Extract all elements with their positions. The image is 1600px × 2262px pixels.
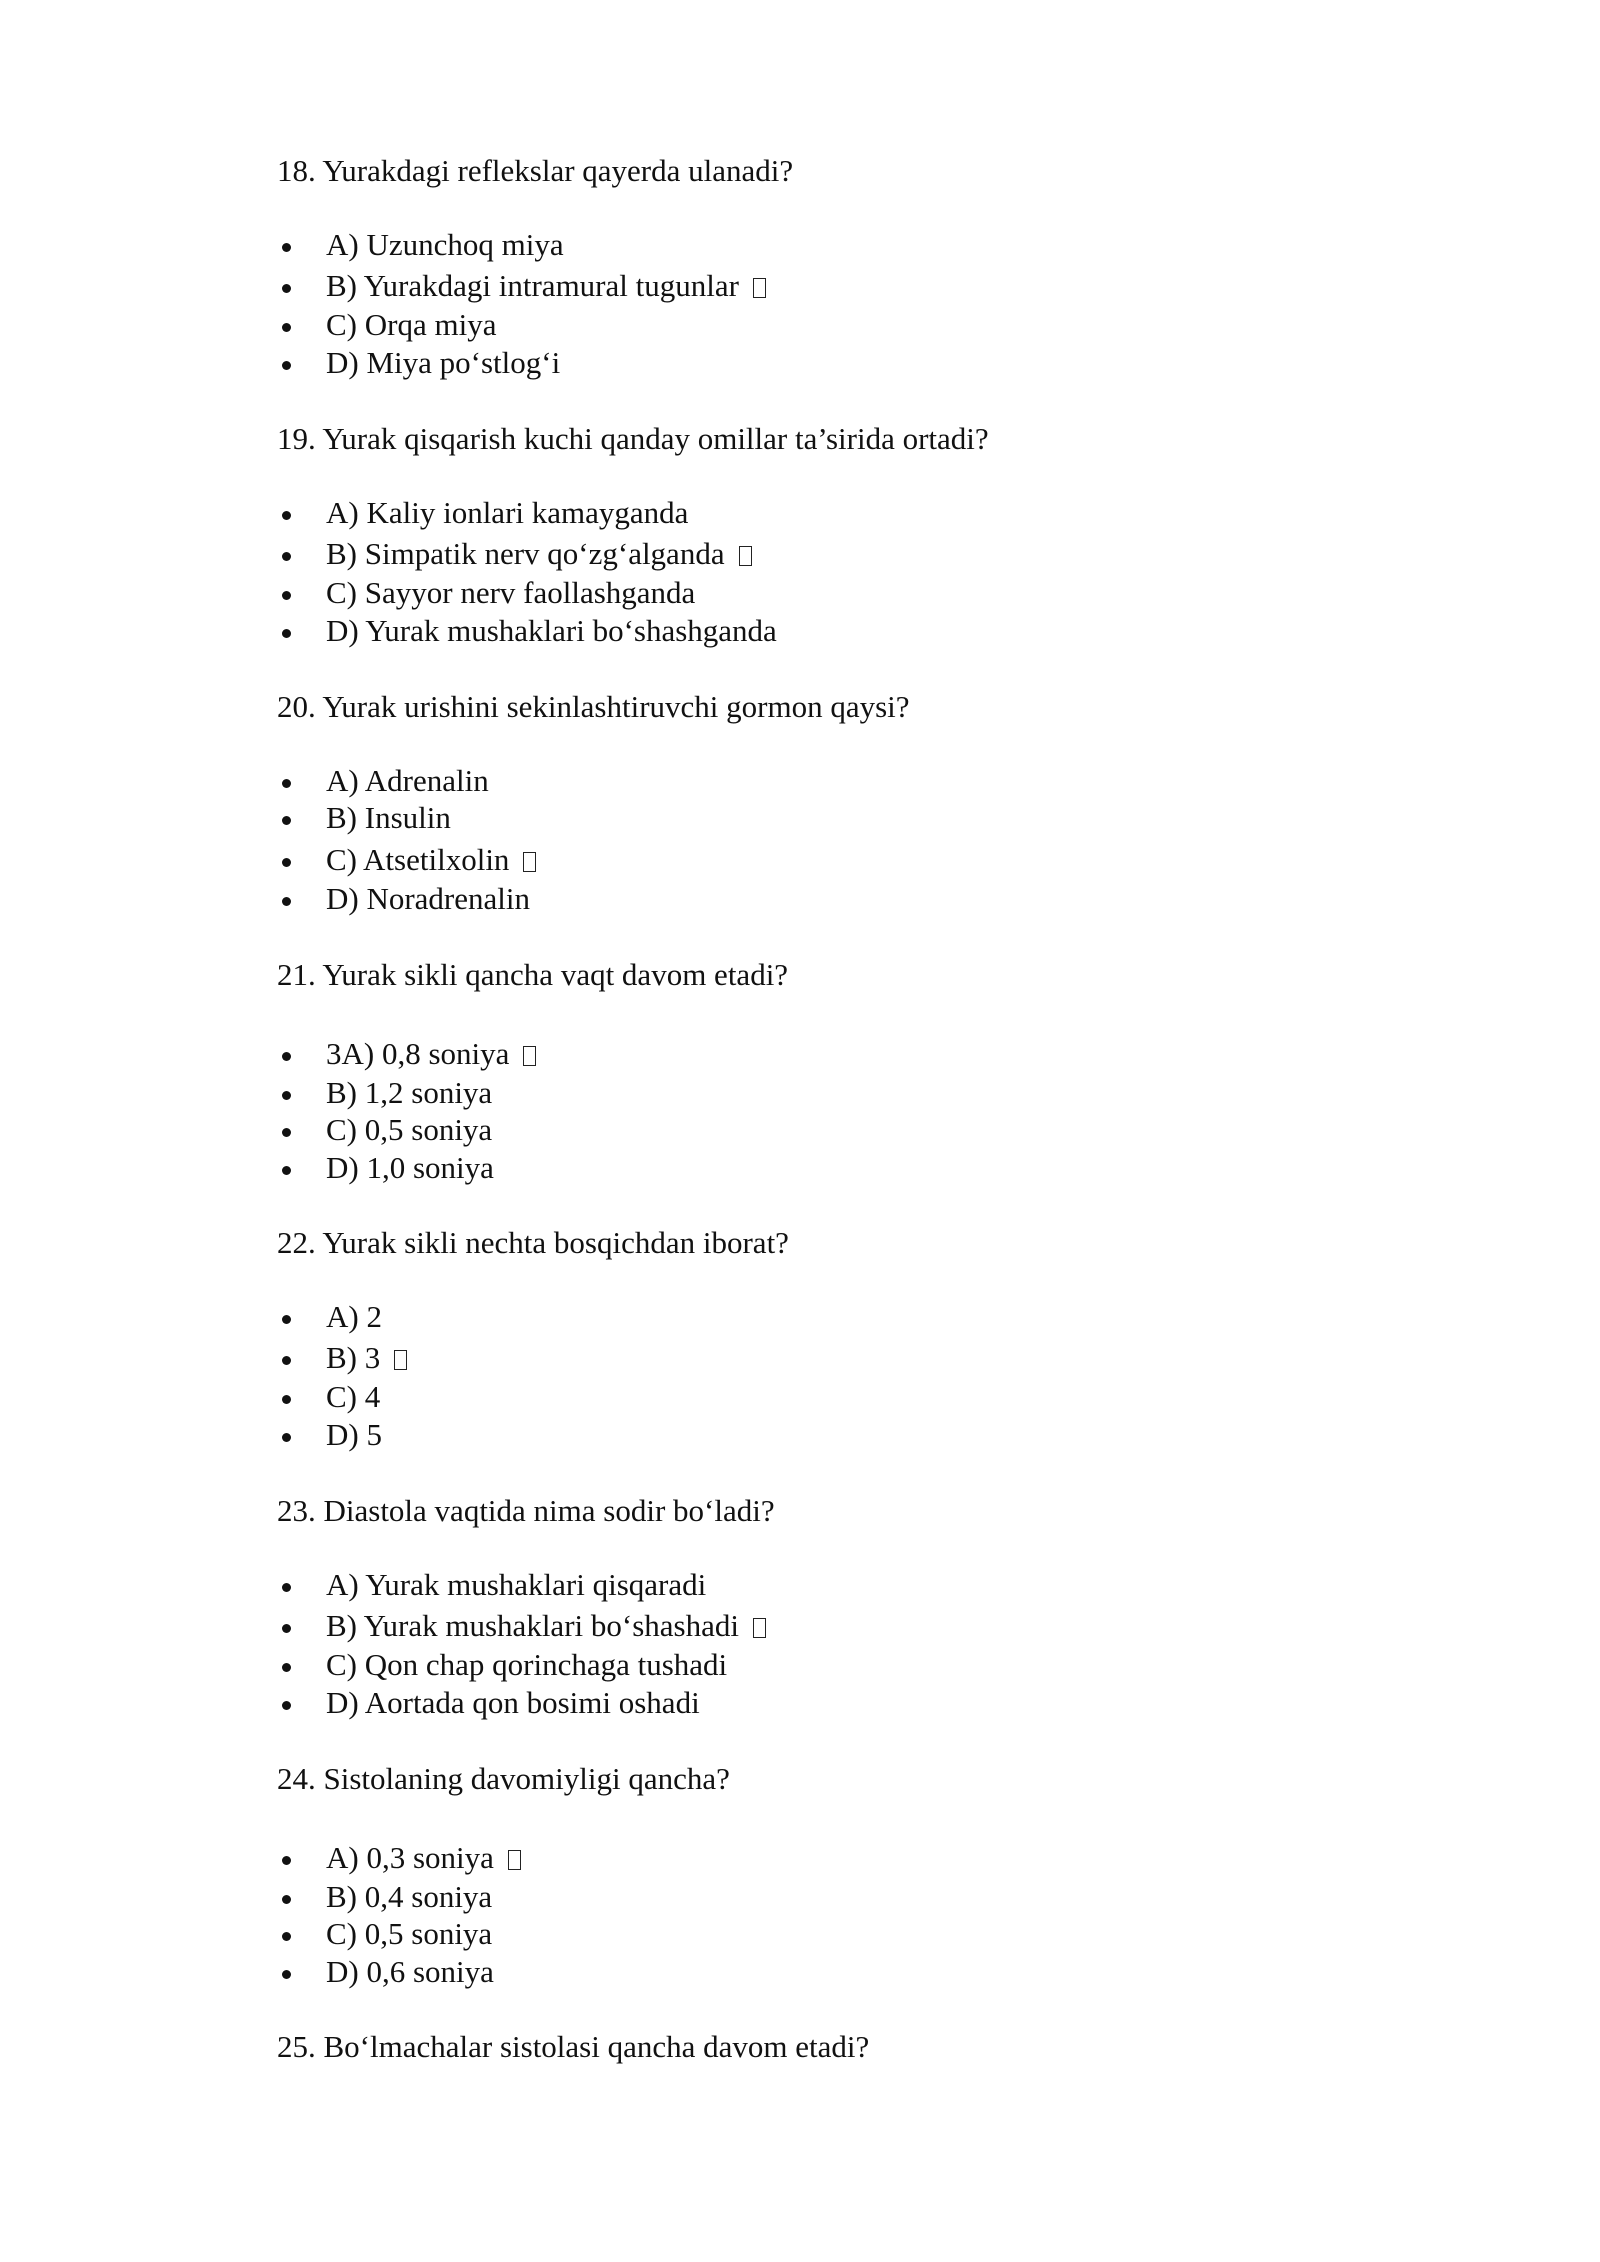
option-item [277, 1339, 1477, 1378]
option-text: 3A) 0,8 soniya [326, 1036, 510, 1071]
option-item [277, 344, 1477, 382]
question-21 [277, 956, 1477, 1185]
correct-answer-icon [523, 852, 536, 872]
question-title: 23. Diastola vaqtida nima sodir bo‘ladi? [277, 1493, 775, 1528]
option-item [277, 880, 1477, 918]
option-text: B) Yurakdagi intramural tugunlar [326, 268, 739, 303]
bullet-icon [282, 816, 291, 825]
option-item [277, 1378, 1477, 1416]
option-text: D) Noradrenalin [326, 881, 530, 916]
option-item [277, 306, 1477, 344]
bullet-icon [282, 1315, 291, 1324]
option-text: B) Yurak mushaklari bo‘shashadi [326, 1608, 739, 1643]
option-text: C) Atsetilxolin [326, 842, 510, 877]
option-item [277, 574, 1477, 612]
question-title: 19. Yurak qisqarish kuchi qanday omillar ta’sirida ortadi? [277, 421, 989, 456]
option-item [277, 1149, 1477, 1187]
question-title: 25. Bo‘lmachalar sistolasi qancha davom etadi? [277, 2029, 870, 2064]
options-list [277, 762, 1477, 918]
bullet-icon [282, 1856, 291, 1865]
bullet-icon [282, 243, 291, 252]
question-22 [277, 1224, 1477, 1452]
option-text: A) Yurak mushaklari qisqaradi [326, 1567, 707, 1602]
bullet-icon [282, 779, 291, 788]
question-title: 21. Yurak sikli qancha vaqt davom etadi? [277, 957, 789, 992]
option-item [277, 267, 1477, 306]
option-text: B) Simpatik nerv qo‘zg‘alganda [326, 536, 725, 571]
question-title: 20. Yurak urishini sekinlashtiruvchi gormon qaysi? [277, 689, 910, 724]
correct-answer-icon [394, 1350, 407, 1370]
bullet-icon [282, 361, 291, 370]
option-item [277, 1416, 1477, 1454]
options-list [277, 1839, 1477, 1991]
bullet-icon [282, 1052, 291, 1061]
options-list [277, 1566, 1477, 1722]
option-text: C) Sayyor nerv faollashganda [326, 575, 696, 610]
option-text: D) 1,0 soniya [326, 1150, 494, 1185]
option-text: C) 0,5 soniya [326, 1916, 493, 1951]
option-item [277, 1878, 1477, 1915]
question-title: 22. Yurak sikli nechta bosqichdan iborat? [277, 1225, 789, 1260]
option-text: A) 0,3 soniya [326, 1840, 494, 1875]
bullet-icon [282, 511, 291, 520]
option-text: B) Insulin [326, 800, 451, 835]
option-item [277, 494, 1477, 535]
option-text: A) Uzunchoq miya [326, 227, 564, 262]
question-19 [277, 420, 1477, 648]
bullet-icon [282, 1701, 291, 1710]
bullet-icon [282, 629, 291, 638]
option-text: C) Orqa miya [326, 307, 497, 342]
options-list [277, 226, 1477, 382]
question-25 [277, 2028, 1477, 2066]
option-text: A) Adrenalin [326, 763, 489, 798]
bullet-icon [282, 1624, 291, 1633]
bullet-icon [282, 858, 291, 867]
option-text: A) Kaliy ionlari kamayganda [326, 495, 689, 530]
bullet-icon [282, 1583, 291, 1592]
option-item [277, 1646, 1477, 1684]
option-text: D) 0,6 soniya [326, 1954, 494, 1989]
option-item [277, 1607, 1477, 1646]
correct-answer-icon [508, 1850, 521, 1870]
bullet-icon [282, 1895, 291, 1904]
option-item [277, 1035, 1477, 1074]
bullet-icon [282, 323, 291, 332]
correct-answer-icon [739, 546, 752, 566]
option-item [277, 762, 1477, 799]
option-item [277, 1074, 1477, 1111]
option-text: C) 0,5 soniya [326, 1112, 493, 1147]
question-23 [277, 1492, 1477, 1720]
question-24 [277, 1760, 1477, 1989]
correct-answer-icon [753, 278, 766, 298]
option-text: B) 3 [326, 1340, 381, 1375]
bullet-icon [282, 897, 291, 906]
option-text: D) 5 [326, 1417, 382, 1452]
option-item [277, 1915, 1477, 1953]
question-title: 18. Yurakdagi reflekslar qayerda ulanadi? [277, 153, 794, 188]
option-item [277, 1684, 1477, 1722]
option-text: C) 4 [326, 1379, 381, 1414]
bullet-icon [282, 1166, 291, 1175]
option-text: B) 1,2 soniya [326, 1075, 493, 1110]
option-text: A) 2 [326, 1299, 382, 1334]
option-text: C) Qon chap qorinchaga tushadi [326, 1647, 728, 1682]
option-item [277, 841, 1477, 880]
option-item [277, 1566, 1477, 1607]
question-title: 24. Sistolaning davomiyligi qancha? [277, 1761, 730, 1796]
option-item [277, 1839, 1477, 1878]
option-text: D) Miya po‘stlog‘i [326, 345, 561, 380]
options-list [277, 1035, 1477, 1187]
bullet-icon [282, 1091, 291, 1100]
option-item [277, 612, 1477, 650]
options-list [277, 494, 1477, 650]
bullet-icon [282, 1128, 291, 1137]
bullet-icon [282, 1970, 291, 1979]
correct-answer-icon [753, 1618, 766, 1638]
correct-answer-icon [523, 1046, 536, 1066]
option-item [277, 535, 1477, 574]
option-item [277, 226, 1477, 267]
bullet-icon [282, 284, 291, 293]
bullet-icon [282, 1433, 291, 1442]
question-18 [277, 152, 1477, 380]
bullet-icon [282, 1395, 291, 1404]
options-list [277, 1298, 1477, 1454]
option-item [277, 1953, 1477, 1991]
bullet-icon [282, 1932, 291, 1941]
option-text: D) Yurak mushaklari bo‘shashganda [326, 613, 777, 648]
option-item [277, 1111, 1477, 1149]
option-text: B) 0,4 soniya [326, 1879, 493, 1914]
option-text: D) Aortada qon bosimi oshadi [326, 1685, 700, 1720]
bullet-icon [282, 591, 291, 600]
option-item [277, 1298, 1477, 1339]
question-20 [277, 688, 1477, 916]
bullet-icon [282, 1356, 291, 1365]
bullet-icon [282, 1663, 291, 1672]
option-item [277, 799, 1477, 841]
bullet-icon [282, 552, 291, 561]
